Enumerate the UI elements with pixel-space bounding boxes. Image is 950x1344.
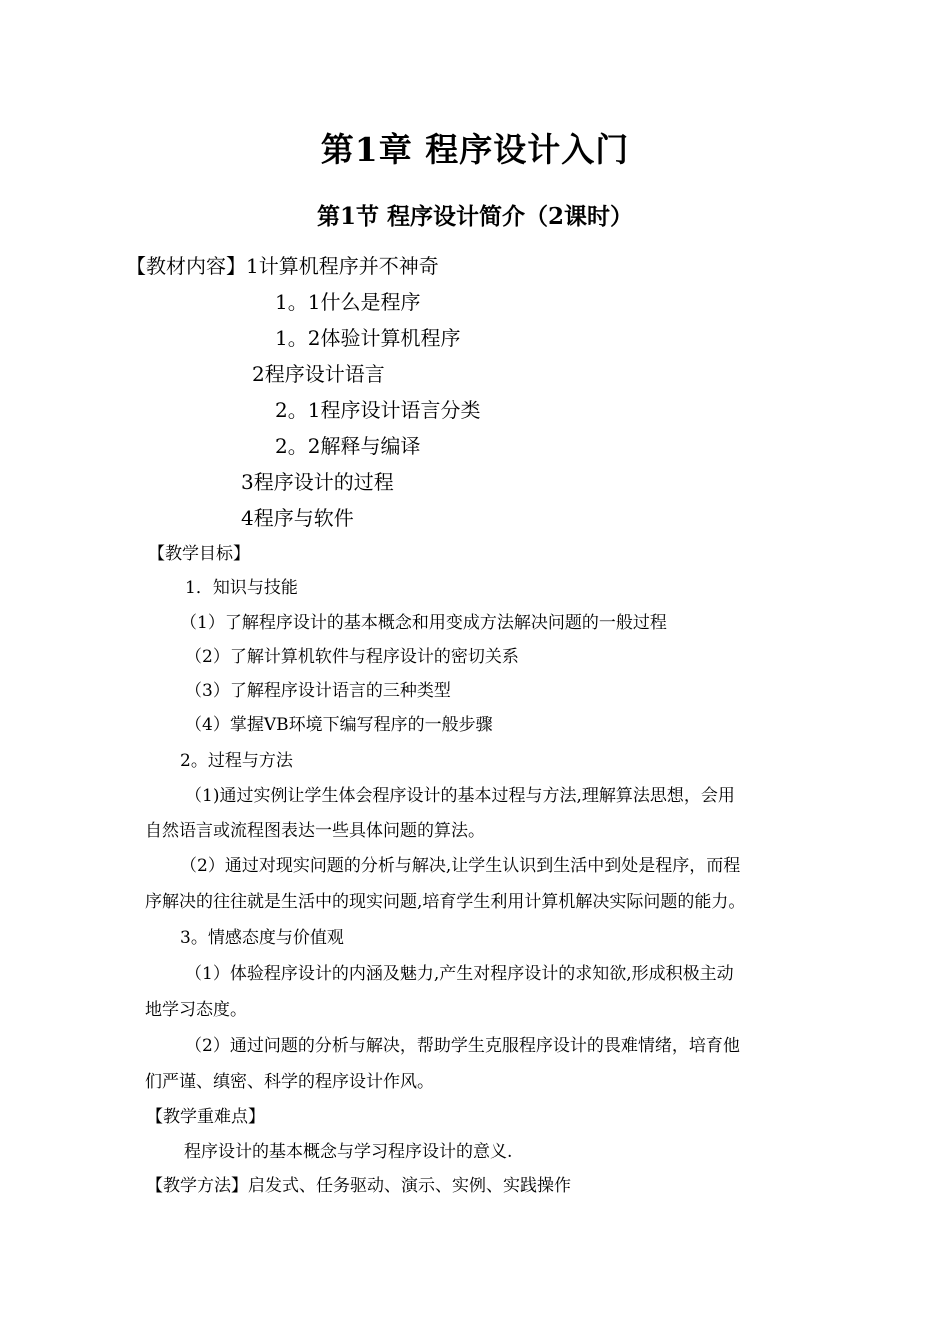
contents-item: 4程序与软件 (241, 506, 354, 530)
knowledge-item: （3）了解程序设计语言的三种类型 (185, 681, 451, 701)
emotion-title: 3。情感态度与价值观 (180, 928, 344, 948)
emotion-paragraph-2-cont: 们严谨、缜密、科学的程序设计作风。 (145, 1072, 434, 1092)
contents-item: 1。1什么是程序 (275, 290, 421, 314)
contents-label: 【教材内容】1计算机程序并不神奇 (126, 254, 439, 278)
objectives-heading: 【教学目标】 (148, 544, 250, 564)
knowledge-item: （1）了解程序设计的基本概念和用变成方法解决问题的一般过程 (180, 613, 667, 633)
knowledge-item: （2）了解计算机软件与程序设计的密切关系 (185, 647, 519, 667)
section-title: 第1节 程序设计简介（2课时） (316, 203, 633, 230)
contents-item: 2程序设计语言 (252, 362, 385, 386)
process-paragraph-2: （2）通过对现实问题的分析与解决,让学生认识到生活中到处是程序，而程 (180, 856, 741, 876)
contents-item: 1。2体验计算机程序 (275, 326, 461, 350)
process-paragraph-1-cont: 自然语言或流程图表达一些具体问题的算法。 (145, 821, 485, 841)
knowledge-item: （4）掌握VB环境下编写程序的一般步骤 (185, 715, 493, 735)
emotion-paragraph-1-cont: 地学习态度。 (145, 1000, 247, 1020)
key-points-heading: 【教学重难点】 (146, 1107, 265, 1127)
process-paragraph-1: （1)通过实例让学生体会程序设计的基本过程与方法,理解算法思想，会用 (185, 786, 735, 806)
chapter-title: 第1章 程序设计入门 (320, 130, 630, 169)
emotion-paragraph-1: （1）体验程序设计的内涵及魅力,产生对程序设计的求知欲,形成积极主动 (185, 964, 734, 984)
knowledge-title: 1．知识与技能 (185, 578, 298, 598)
key-points-text: 程序设计的基本概念与学习程序设计的意义. (184, 1142, 513, 1162)
methods-text: 【教学方法】启发式、任务驱动、演示、实例、实践操作 (146, 1176, 571, 1196)
contents-item: 2。1程序设计语言分类 (275, 398, 481, 422)
contents-item: 2。2解释与编译 (275, 434, 421, 458)
emotion-paragraph-2: （2）通过问题的分析与解决，帮助学生克服程序设计的畏难情绪，培育他 (185, 1036, 740, 1056)
process-title: 2。过程与方法 (180, 751, 293, 771)
process-paragraph-2-cont: 序解决的往往就是生活中的现实问题,培育学生利用计算机解决实际问题的能力。 (145, 892, 746, 912)
contents-item: 3程序设计的过程 (241, 470, 394, 494)
